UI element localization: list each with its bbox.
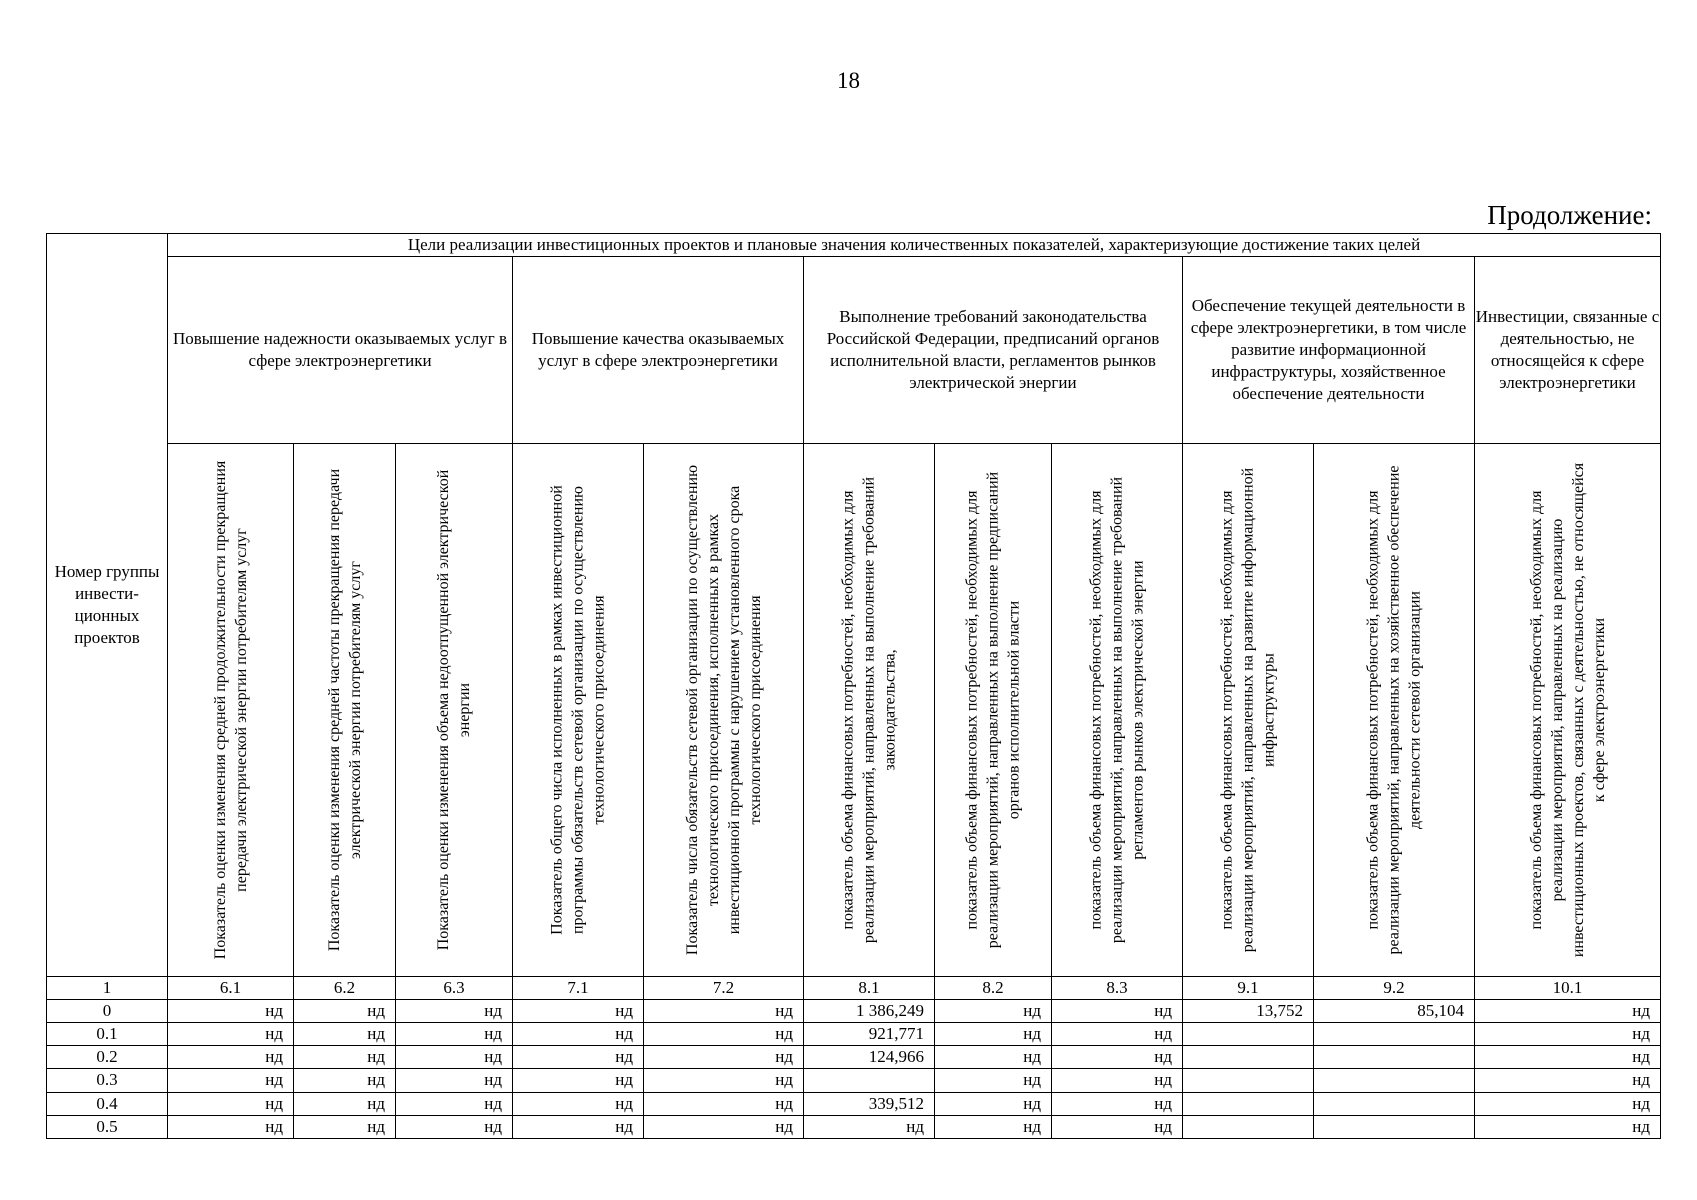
goal-non-energy-investments: Инвестиции, связанные с деятельностью, не относящейся к сфере электроэнергетики	[1475, 257, 1661, 444]
table-cell: нд	[294, 1092, 396, 1115]
table-cell	[1183, 1023, 1314, 1046]
table-cell	[1183, 1069, 1314, 1092]
indicator-9-2-header: показатель объема финансовых потребностей, необходимых для реализации мероприятий, направленных на хозяйственное обеспечение деятельности сетевой организации	[1364, 465, 1424, 955]
table-cell: нд	[644, 1000, 804, 1023]
table-cell	[1314, 1115, 1475, 1138]
table-cell: нд	[1475, 1000, 1661, 1023]
table-cell	[1314, 1092, 1475, 1115]
table-cell: 13,752	[1183, 1000, 1314, 1023]
column-number: 9.2	[1314, 977, 1475, 1000]
table-cell: нд	[168, 1023, 294, 1046]
table-cell: нд	[644, 1046, 804, 1069]
table-cell	[1183, 1046, 1314, 1069]
table-cell: нд	[294, 1000, 396, 1023]
page-number: 18	[837, 68, 860, 93]
goal-reliability: Повышение надежности оказываемых услуг в сфере электроэнергетики	[168, 257, 513, 444]
indicator-8-3-header: показатель объема финансовых потребностей, необходимых для реализации мероприятий, направленных на выполнение требований регламентов рынков электрической энергии	[1087, 477, 1147, 944]
indicator-6-2-header: Показатель оценки изменения средней частоты прекращения передачи электрической энергии потребителям услуг	[325, 468, 364, 952]
table-cell: нд	[1475, 1115, 1661, 1138]
indicator-7-1-header: Показатель общего числа исполненных в рамках инвестиционной программы обязательств сетевой организации по осуществлению технологического присоединения	[548, 485, 608, 935]
table-cell	[1314, 1023, 1475, 1046]
table-cell: нд	[513, 1069, 644, 1092]
table-cell: нд	[935, 1046, 1052, 1069]
column-numbers-row	[47, 977, 1661, 1000]
table-cell: нд	[935, 1069, 1052, 1092]
indicator-9-1-header: показатель объема финансовых потребностей, необходимых для реализации мероприятий, направленных на развитие информационной инфраструктуры	[1218, 467, 1278, 953]
column-number: 6.3	[396, 977, 513, 1000]
column-number: 6.2	[294, 977, 396, 1000]
table-cell: нд	[644, 1069, 804, 1092]
table-row	[47, 1092, 1661, 1115]
table-cell: нд	[1052, 1000, 1183, 1023]
table-cell: нд	[513, 1023, 644, 1046]
table-cell: нд	[294, 1046, 396, 1069]
goals-top-header: Цели реализации инвестиционных проектов и плановые значения количественных показателей, характеризующие достижение таких целей	[168, 234, 1661, 257]
indicator-8-2-header: показатель объема финансовых потребностей, необходимых для реализации мероприятий, направленных на выполнение предписаний органов исполнительной власти	[963, 471, 1023, 949]
table-cell	[1314, 1069, 1475, 1092]
table-cell: нд	[396, 1115, 513, 1138]
indicator-10-1-header: показатель объема финансовых потребностей, необходимых для реализации мероприятий, направленных на реализацию инвестиционных проектов, связанных с деятельностью, не относящейся к сфере электроэнергетики	[1527, 462, 1608, 958]
column-number: 7.1	[513, 977, 644, 1000]
table-cell: 1 386,249	[804, 1000, 935, 1023]
table-cell: 339,512	[804, 1092, 935, 1115]
table-cell: нд	[294, 1069, 396, 1092]
column-number: 8.2	[935, 977, 1052, 1000]
table-cell: нд	[644, 1115, 804, 1138]
column-number: 8.3	[1052, 977, 1183, 1000]
table-cell	[804, 1069, 935, 1092]
table-cell: нд	[1475, 1092, 1661, 1115]
table-row	[47, 1023, 1661, 1046]
table-row	[47, 1000, 1661, 1023]
indicator-8-1-header: показатель объема финансовых потребностей, необходимых для реализации мероприятий, направленных на выполнение требований законодательства,	[839, 477, 899, 944]
table-cell: нд	[1475, 1069, 1661, 1092]
table-cell: нд	[1475, 1046, 1661, 1069]
column-number: 7.2	[644, 977, 804, 1000]
table-cell	[1183, 1092, 1314, 1115]
table-cell: нд	[513, 1115, 644, 1138]
table-cell: нд	[1052, 1092, 1183, 1115]
group-number-cell: 0	[47, 1000, 168, 1023]
table-cell: нд	[168, 1046, 294, 1069]
group-number-cell: 0.3	[47, 1069, 168, 1092]
goal-current-activity: Обеспечение текущей деятельности в сфере электроэнергетики, в том числе развитие информационной инфраструктуры, хозяйственное обеспечение деятельности	[1183, 257, 1475, 444]
table-row	[47, 1115, 1661, 1138]
table-cell: нд	[644, 1023, 804, 1046]
table-cell: нд	[935, 1115, 1052, 1138]
continuation-label: Продолжение:	[1487, 200, 1652, 230]
table-cell: нд	[396, 1046, 513, 1069]
table-cell: нд	[1052, 1069, 1183, 1092]
table-cell: нд	[396, 1092, 513, 1115]
column-number: 9.1	[1183, 977, 1314, 1000]
group-number-cell: 0.2	[47, 1046, 168, 1069]
table-cell: нд	[935, 1023, 1052, 1046]
group-number-header: Номер группы инвести-ционных проектов	[47, 234, 168, 977]
table-cell: нд	[168, 1000, 294, 1023]
table-cell: нд	[294, 1115, 396, 1138]
table-cell: нд	[804, 1115, 935, 1138]
table-cell: нд	[1052, 1023, 1183, 1046]
table-cell: нд	[513, 1092, 644, 1115]
indicator-6-1-header: Показатель оценки изменения средней продолжительности прекращения передачи электрической энергии потребителям услуг	[211, 460, 250, 960]
table-cell: нд	[168, 1069, 294, 1092]
table-cell: нд	[396, 1069, 513, 1092]
table-cell: нд	[513, 1046, 644, 1069]
table-cell: нд	[396, 1023, 513, 1046]
goal-legal-requirements: Выполнение требований законодательства Российской Федерации, предписаний органов исполнительной власти, регламентов рынков электрической энергии	[804, 257, 1183, 444]
table-cell: нд	[644, 1092, 804, 1115]
column-number: 1	[47, 977, 168, 1000]
column-number: 10.1	[1475, 977, 1661, 1000]
column-number: 8.1	[804, 977, 935, 1000]
indicator-7-2-header: Показатель числа обязательств сетевой организации по осуществлению технологического присоединения, исполненных в рамках инвестиционной программы с нарушением установленного срока технологического присоединения	[683, 465, 764, 956]
table-cell	[1183, 1115, 1314, 1138]
goal-quality: Повышение качества оказываемых услуг в сфере электроэнергетики	[513, 257, 804, 444]
group-number-cell: 0.1	[47, 1023, 168, 1046]
table-cell: нд	[935, 1000, 1052, 1023]
table-cell: нд	[1052, 1046, 1183, 1069]
table-cell: нд	[168, 1092, 294, 1115]
table-cell: нд	[513, 1000, 644, 1023]
group-number-cell: 0.5	[47, 1115, 168, 1138]
table-cell: нд	[1475, 1023, 1661, 1046]
investment-goals-table	[46, 233, 1661, 1139]
column-number: 6.1	[168, 977, 294, 1000]
table-cell: нд	[935, 1092, 1052, 1115]
table-cell: 921,771	[804, 1023, 935, 1046]
table-cell: нд	[168, 1115, 294, 1138]
table-cell: 124,966	[804, 1046, 935, 1069]
table-cell: нд	[294, 1023, 396, 1046]
table-cell: 85,104	[1314, 1000, 1475, 1023]
table-row	[47, 1069, 1661, 1092]
indicator-6-3-header: Показатель оценки изменения объема недоотпущенной электрической энергии	[434, 469, 473, 951]
table-row	[47, 1046, 1661, 1069]
group-number-cell: 0.4	[47, 1092, 168, 1115]
table-cell: нд	[1052, 1115, 1183, 1138]
table-cell	[1314, 1046, 1475, 1069]
table-cell: нд	[396, 1000, 513, 1023]
